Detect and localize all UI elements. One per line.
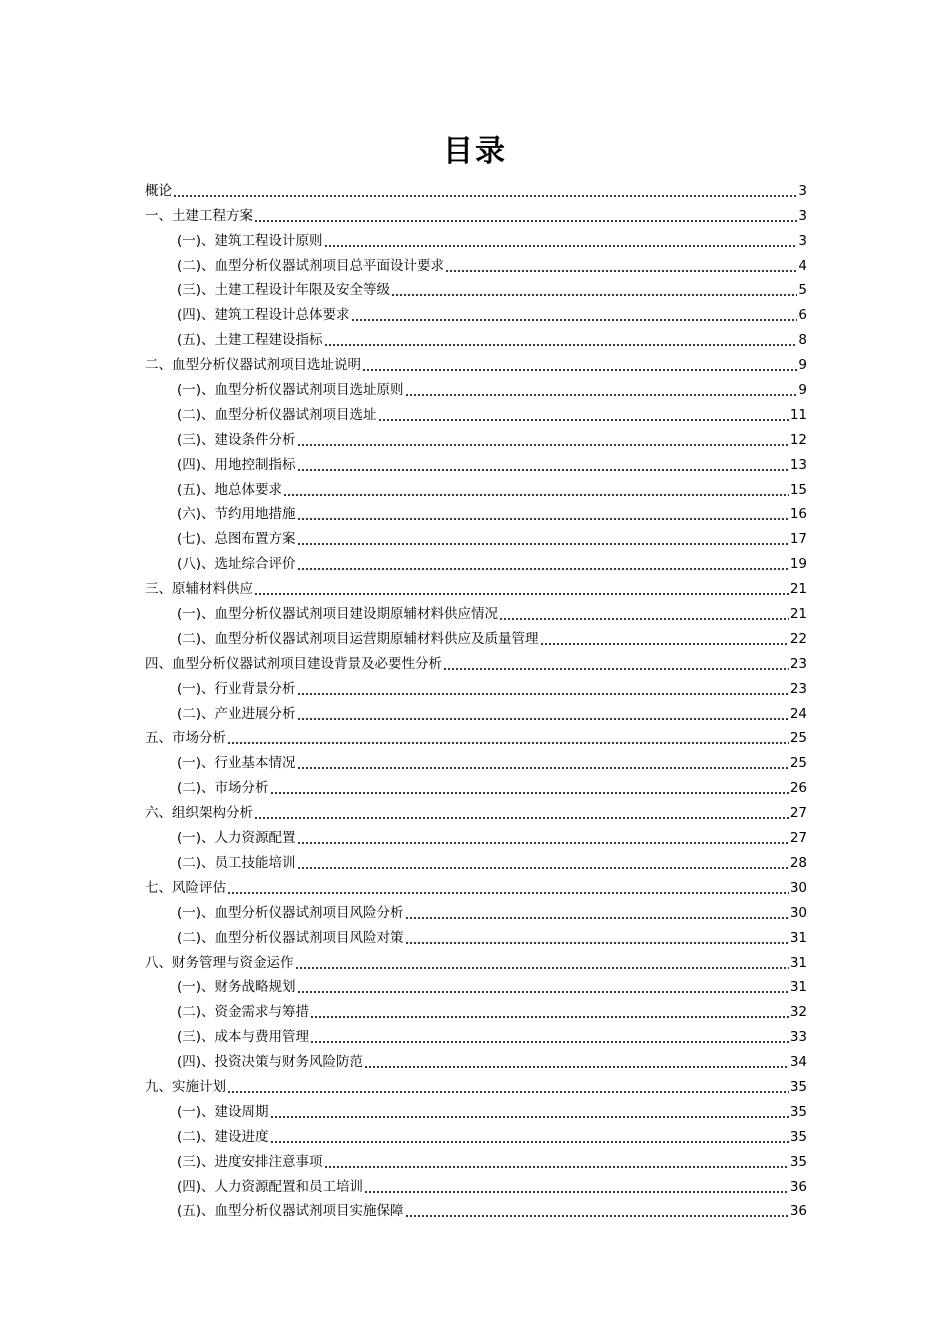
toc-entry-title: 二、血型分析仪器试剂项目选址说明 [145, 357, 361, 374]
toc-page-number: 16 [789, 506, 807, 523]
toc-subentry[interactable] [145, 997, 807, 1022]
toc-entry[interactable] [145, 873, 807, 898]
toc-subentry[interactable] [145, 748, 807, 773]
toc-entry[interactable] [145, 724, 807, 749]
toc-page-number: 24 [789, 705, 807, 722]
dot-leader [405, 917, 789, 919]
toc-page-number: 30 [789, 904, 807, 921]
toc-entry-title: (四)、投资决策与财务风险防范 [177, 1054, 364, 1071]
toc-entry-title: (七)、总图布置方案 [177, 531, 296, 548]
toc-entry-title: (一)、行业背景分析 [177, 680, 296, 697]
toc-subentry[interactable] [145, 1197, 807, 1222]
toc-page-number: 21 [789, 606, 807, 623]
toc-page-number: 27 [789, 830, 807, 847]
toc-page-number: 34 [789, 1054, 807, 1071]
dot-leader [254, 817, 789, 819]
dot-leader [270, 1116, 789, 1118]
toc-entry-title: (五)、地总体要求 [177, 481, 283, 498]
toc-page-number: 33 [789, 1029, 807, 1046]
toc-page-number: 21 [789, 581, 807, 598]
toc-entry-title: (一)、人力资源配置 [177, 830, 296, 847]
dot-leader [297, 867, 789, 869]
toc-page-number: 8 [798, 332, 807, 349]
toc-page-number: 4 [798, 257, 807, 274]
toc-entry-title: 六、组织架构分析 [145, 805, 253, 822]
toc-subentry[interactable] [145, 674, 807, 699]
toc-entry-title: (一)、血型分析仪器试剂项目风险分析 [177, 904, 404, 921]
dot-leader [297, 718, 789, 720]
toc-subentry[interactable] [145, 226, 807, 251]
toc-subentry[interactable] [145, 524, 807, 549]
toc-subentry[interactable] [145, 1122, 807, 1147]
dot-leader [405, 394, 798, 396]
toc-entry-title: (三)、建设条件分析 [177, 431, 296, 448]
toc-subentry[interactable] [145, 599, 807, 624]
toc-page-number: 25 [789, 755, 807, 772]
dot-leader [227, 1091, 789, 1093]
toc-page-number: 9 [798, 382, 807, 399]
toc-entry[interactable] [145, 176, 807, 201]
toc-entry-title: (二)、市场分析 [177, 780, 269, 797]
dot-leader [405, 942, 789, 944]
dot-leader [499, 618, 789, 620]
toc-subentry[interactable] [145, 375, 807, 400]
toc-entry[interactable] [145, 574, 807, 599]
dot-leader [351, 319, 798, 321]
toc-subentry[interactable] [145, 276, 807, 301]
dot-leader [297, 518, 789, 520]
toc-subentry[interactable] [145, 898, 807, 923]
toc-entry-title: (一)、建筑工程设计原则 [177, 232, 323, 249]
toc-entry-title: 三、原辅材料供应 [145, 581, 253, 598]
toc-page-number: 11 [789, 406, 807, 423]
toc-entry-title: (四)、人力资源配置和员工培训 [177, 1178, 364, 1195]
toc-page-number: 28 [789, 854, 807, 871]
toc-page-number: 12 [789, 431, 807, 448]
toc-page-number: 9 [798, 357, 807, 374]
dot-leader [405, 1215, 789, 1217]
toc-page-number: 23 [789, 680, 807, 697]
toc-page-number: 35 [789, 1128, 807, 1145]
dot-leader [391, 294, 797, 296]
toc-entry-title: (五)、血型分析仪器试剂项目实施保障 [177, 1203, 404, 1220]
toc-entry-title: 八、财务管理与资金运作 [145, 954, 294, 971]
toc-subentry[interactable] [145, 549, 807, 574]
dot-leader [297, 568, 789, 570]
toc-page-number: 19 [789, 556, 807, 573]
toc-entry-title: (三)、成本与费用管理 [177, 1029, 310, 1046]
toc-page-number: 31 [789, 954, 807, 971]
toc-subentry[interactable] [145, 325, 807, 350]
dot-leader [297, 543, 789, 545]
dot-leader [324, 245, 798, 247]
toc-entry[interactable] [145, 948, 807, 973]
dot-leader [362, 369, 797, 371]
toc-subentry[interactable] [145, 400, 807, 425]
dot-leader [324, 344, 798, 346]
toc-page-number: 15 [789, 481, 807, 498]
toc-entry[interactable] [145, 1072, 807, 1097]
toc-entry-title: (三)、土建工程设计年限及安全等级 [177, 282, 391, 299]
toc-entry-title: (八)、选址综合评价 [177, 556, 296, 573]
toc-subentry[interactable] [145, 475, 807, 500]
toc-page-number: 35 [789, 1103, 807, 1120]
toc-entry-title: (一)、行业基本情况 [177, 755, 296, 772]
toc-subentry[interactable] [145, 251, 807, 276]
toc-subentry[interactable] [145, 450, 807, 475]
toc-entry-title: (一)、血型分析仪器试剂项目建设期原辅材料供应情况 [177, 606, 499, 623]
toc-entry-title: (二)、建设进度 [177, 1128, 269, 1145]
toc-entry-title: 五、市场分析 [145, 730, 226, 747]
dot-leader [297, 693, 789, 695]
toc-entry-title: 概论 [145, 182, 172, 199]
toc-page-number: 13 [789, 456, 807, 473]
dot-leader [310, 1016, 789, 1018]
toc-subentry[interactable] [145, 500, 807, 525]
toc-page-number: 35 [789, 1153, 807, 1170]
toc-page-number: 22 [789, 630, 807, 647]
dot-leader [297, 444, 789, 446]
toc-page-number: 32 [789, 1004, 807, 1021]
toc-entry[interactable] [145, 649, 807, 674]
toc-subentry[interactable] [145, 425, 807, 450]
dot-leader [270, 792, 789, 794]
dot-leader [443, 668, 789, 670]
toc-entry-title: (二)、血型分析仪器试剂项目运营期原辅材料供应及质量管理 [177, 630, 539, 647]
dot-leader [445, 270, 797, 272]
table-of-contents [145, 176, 807, 1221]
toc-subentry[interactable] [145, 1147, 807, 1172]
dot-leader [254, 220, 797, 222]
toc-entry-title: (四)、用地控制指标 [177, 456, 296, 473]
toc-entry[interactable] [145, 201, 807, 226]
toc-subentry[interactable] [145, 1022, 807, 1047]
dot-leader [378, 419, 789, 421]
dot-leader [270, 1141, 789, 1143]
toc-page-number: 30 [789, 879, 807, 896]
toc-entry[interactable] [145, 350, 807, 375]
toc-page-number: 31 [789, 929, 807, 946]
toc-page-number: 3 [798, 182, 807, 199]
toc-entry[interactable] [145, 798, 807, 823]
toc-entry-title: (二)、血型分析仪器试剂项目风险对策 [177, 929, 404, 946]
toc-title: 目录 [443, 134, 507, 169]
toc-page-number: 31 [789, 979, 807, 996]
toc-page-number: 36 [789, 1203, 807, 1220]
dot-leader [297, 991, 789, 993]
toc-entry-title: (二)、产业进展分析 [177, 705, 296, 722]
toc-entry-title: (一)、财务战略规划 [177, 979, 296, 996]
toc-page-number: 36 [789, 1178, 807, 1195]
toc-subentry[interactable] [145, 624, 807, 649]
toc-entry-title: (二)、资金需求与筹措 [177, 1004, 310, 1021]
toc-subentry[interactable] [145, 848, 807, 873]
dot-leader [295, 967, 789, 969]
toc-subentry[interactable] [145, 823, 807, 848]
dot-leader [297, 767, 789, 769]
toc-subentry[interactable] [145, 973, 807, 998]
toc-subentry[interactable] [145, 300, 807, 325]
toc-entry-title: (六)、节约用地措施 [177, 506, 296, 523]
toc-page-number: 23 [789, 655, 807, 672]
toc-entry-title: 九、实施计划 [145, 1078, 226, 1095]
toc-subentry[interactable] [145, 1047, 807, 1072]
toc-page-number: 3 [798, 232, 807, 249]
toc-subentry[interactable] [145, 1172, 807, 1197]
toc-entry-title: (三)、进度安排注意事项 [177, 1153, 323, 1170]
dot-leader [364, 1191, 789, 1193]
toc-entry-title: 四、血型分析仪器试剂项目建设背景及必要性分析 [145, 655, 442, 672]
dot-leader [254, 593, 789, 595]
toc-entry-title: (二)、员工技能培训 [177, 854, 296, 871]
toc-subentry[interactable] [145, 1097, 807, 1122]
toc-page-number: 25 [789, 730, 807, 747]
toc-page-number: 35 [789, 1078, 807, 1095]
toc-entry-title: (一)、血型分析仪器试剂项目选址原则 [177, 382, 404, 399]
toc-entry-title: 七、风险评估 [145, 879, 226, 896]
dot-leader [297, 469, 789, 471]
dot-leader [173, 195, 797, 197]
toc-page-number: 17 [789, 531, 807, 548]
toc-entry-title: 一、土建工程方案 [145, 207, 253, 224]
toc-entry-title: (一)、建设周期 [177, 1103, 269, 1120]
toc-entry-title: (四)、建筑工程设计总体要求 [177, 307, 350, 324]
toc-entry-title: (二)、血型分析仪器试剂项目选址 [177, 406, 377, 423]
toc-entry-title: (五)、土建工程建设指标 [177, 332, 323, 349]
dot-leader [283, 494, 789, 496]
toc-page-number: 6 [798, 307, 807, 324]
toc-entry-title: (二)、血型分析仪器试剂项目总平面设计要求 [177, 257, 445, 274]
toc-page-number: 3 [798, 207, 807, 224]
dot-leader [227, 742, 789, 744]
dot-leader [310, 1041, 789, 1043]
toc-subentry[interactable] [145, 699, 807, 724]
dot-leader [540, 643, 789, 645]
dot-leader [227, 892, 789, 894]
toc-page-number: 5 [798, 282, 807, 299]
toc-subentry[interactable] [145, 773, 807, 798]
dot-leader [364, 1066, 789, 1068]
dot-leader [324, 1166, 789, 1168]
toc-page-number: 27 [789, 805, 807, 822]
toc-subentry[interactable] [145, 923, 807, 948]
toc-page-number: 26 [789, 780, 807, 797]
dot-leader [297, 842, 789, 844]
